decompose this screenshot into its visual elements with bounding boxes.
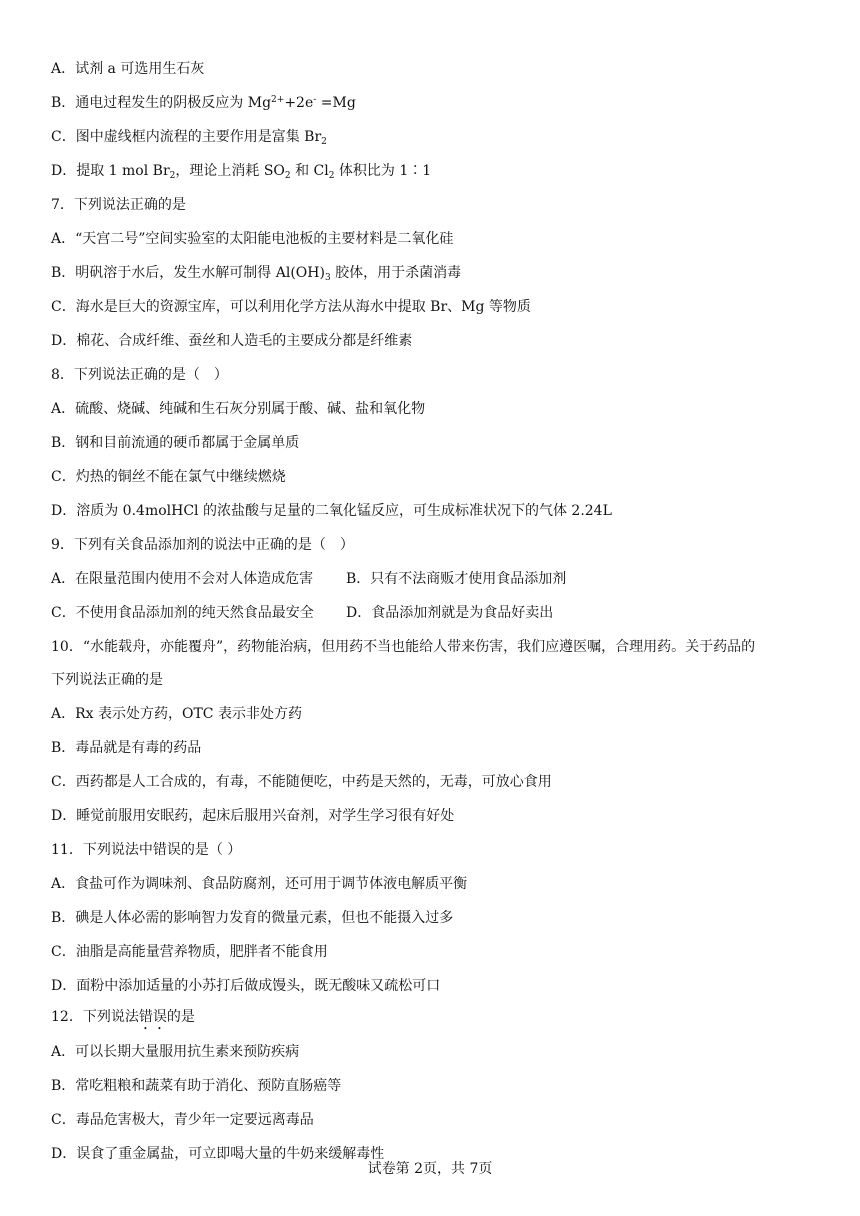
- q6-option-d-text: D．提取 1 mol Br: [51, 163, 170, 179]
- q11-option-b: B．碘是人体必需的影响智力发育的微量元素，但也不能摄入过多: [51, 910, 454, 926]
- q6-option-c-text: C．图中虚线框内流程的主要作用是富集 Br: [51, 129, 322, 145]
- q6-option-c: [51, 127, 831, 147]
- q11-option-c: C．油脂是高能量营养物质，肥胖者不能食用: [51, 944, 328, 960]
- q7-option-a: A．“天宫二号”空间实验室的太阳能电池板的主要材料是二氧化硅: [51, 231, 454, 247]
- q9-options-row-1: [51, 569, 831, 589]
- q7-option-b-post: 胶体，用于杀菌消毒: [330, 265, 462, 281]
- q6-option-d-post: 体积比为 1∶1: [334, 163, 432, 179]
- q7-option-b-text: B．明矾溶于水后，发生水解可制得 Al(OH): [51, 265, 325, 281]
- q12-option-b: B．常吃粗粮和蔬菜有助于消化、预防直肠癌等: [51, 1078, 342, 1094]
- q8-stem: 8．下列说法正确的是（ ）: [51, 367, 228, 383]
- q6-option-d-sub3: 2: [328, 171, 335, 181]
- q6-option-b-text: B．通电过程发生的阴极反应为 Mg: [51, 95, 272, 111]
- q9-option-a: A．在限量范围内使用不会对人体造成危害: [51, 571, 314, 587]
- q6-option-b-product: =Mg: [316, 95, 356, 111]
- q10-option-d: D．睡觉前服用安眠药，起床后服用兴奋剂，对学生学习很有好处: [51, 808, 455, 824]
- q12-option-d: D．误食了重金属盐，可立即喝大量的牛奶来缓解毒性: [51, 1146, 385, 1162]
- q6-option-b-electron-charge: -: [313, 95, 317, 105]
- q6-option-b-charge: 2+: [271, 95, 285, 105]
- q9-option-d: D．食品添加剂就是为食品好卖出: [346, 605, 554, 621]
- q6-option-d-mid1: ，理论上消耗 SO: [175, 163, 285, 179]
- q6-option-a: A．试剂 a 可选用生石灰: [51, 61, 205, 77]
- q6-option-b-electron: +2e: [284, 95, 314, 111]
- q9-stem: 9．下列有关食品添加剂的说法中正确的是（ ）: [51, 537, 354, 553]
- q12-stem-text: 12．下列说法: [51, 1009, 139, 1025]
- q6-option-d-sub2: 2: [284, 171, 291, 181]
- q7-option-d: D．棉花、合成纤维、蚕丝和人造毛的主要成分都是纤维素: [51, 333, 413, 349]
- q6-option-d-sub1: 2: [169, 171, 176, 181]
- q8-option-a: A．硫酸、烧碱、纯碱和生石灰分别属于酸、碱、盐和氧化物: [51, 401, 426, 417]
- q11-option-d: D．面粉中添加适量的小苏打后做成馒头，既无酸味又疏松可口: [51, 978, 441, 994]
- q11-stem: 11．下列说法中错误的是（ ）: [51, 842, 242, 858]
- q9-options-row-2: [51, 603, 831, 623]
- q8-option-b: B．钢和目前流通的硬币都属于金属单质: [51, 435, 300, 451]
- q11-option-a: A．食盐可作为调味剂、食品防腐剂，还可用于调节体液电解质平衡: [51, 876, 468, 892]
- q7-option-b: [51, 263, 831, 283]
- q12-stem-end: 的是: [166, 1009, 195, 1025]
- q12-option-c: C．毒品危害极大，青少年一定要远离毒品: [51, 1112, 314, 1128]
- q10-option-a: A．Rx 表示处方药，OTC 表示非处方药: [51, 706, 302, 722]
- q8-option-c: C．灼热的铜丝不能在氯气中继续燃烧: [51, 469, 286, 485]
- q7-option-c: C．海水是巨大的资源宝库，可以利用化学方法从海水中提取 Br、Mg 等物质: [51, 299, 531, 315]
- q12-stem: [51, 1007, 831, 1033]
- q10-option-b: B．毒品就是有毒的药品: [51, 740, 202, 756]
- q9-option-b: B．只有不法商贩才使用食品添加剂: [346, 571, 567, 587]
- q12-stem-emphasis: 错误: [138, 1009, 167, 1025]
- q7-option-b-subscript: 3: [324, 273, 331, 283]
- q6-option-c-subscript: 2: [321, 137, 327, 147]
- q12-option-a: A．可以长期大量服用抗生素来预防疾病: [51, 1044, 300, 1060]
- q6-option-d: [51, 161, 831, 181]
- q6-option-b: [51, 93, 831, 113]
- q7-stem: 7．下列说法正确的是: [51, 197, 186, 213]
- page-footer: 试卷第 2页，共 7页: [367, 1161, 493, 1177]
- q9-option-c: C．不使用食品添加剂的纯天然食品最安全: [51, 605, 314, 621]
- q10-stem-continued: 下列说法正确的是: [51, 672, 163, 688]
- q8-option-d: D．溶质为 0.4molHCl 的浓盐酸与足量的二氧化锰反应，可生成标准状况下的气体 2.24L: [51, 503, 612, 519]
- q10-option-c: C．西药都是人工合成的，有毒，不能随便吃，中药是天然的，无毒，可放心食用: [51, 774, 552, 790]
- q6-option-d-mid2: 和 Cl: [290, 163, 329, 179]
- q10-stem: 10．“水能载舟，亦能覆舟”，药物能治病，但用药不当也能给人带来伤害，我们应遵医嘱，合理用药。关于药品的: [51, 639, 756, 655]
